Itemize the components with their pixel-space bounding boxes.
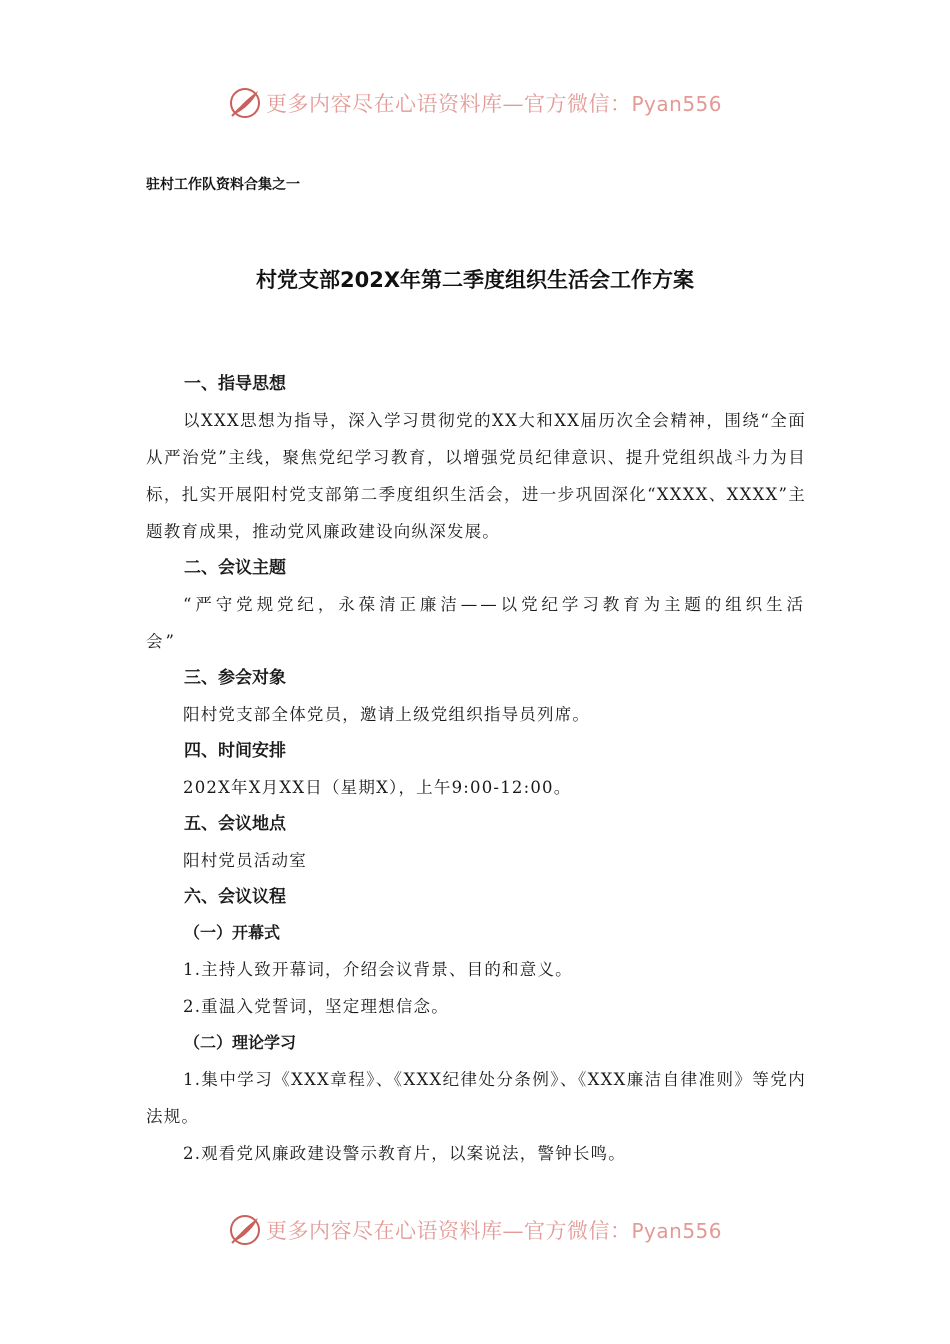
- section-body-theme: “严守党规党纪，永葆清正廉洁——以党纪学习教育为主题的组织生活会”: [146, 595, 806, 651]
- section-heading-theme: 二、会议主题: [184, 558, 286, 578]
- section-heading-guiding: 一、指导思想: [184, 374, 286, 394]
- section-heading-agenda: 六、会议议程: [184, 887, 286, 907]
- list-item: 1.主持人致开幕词，介绍会议背景、目的和意义。: [183, 960, 573, 979]
- quill-logo-icon: [228, 86, 262, 120]
- list-item: 2.观看党风廉政建设警示教育片，以案说法，警钟长鸣。: [183, 1144, 626, 1163]
- watermark-banner-top: [228, 83, 748, 123]
- collection-label: 驻村工作队资料合集之一: [146, 177, 300, 193]
- section-body-schedule: 202X年X月XX日（星期X），上午9:00-12:00。: [183, 778, 572, 797]
- subsection-heading-opening: （一）开幕式: [184, 923, 281, 942]
- subsection-heading-study: （二）理论学习: [184, 1033, 297, 1052]
- document-title: 村党支部202X年第二季度组织生活会工作方案: [255, 268, 695, 292]
- watermark-text: 更多内容尽在心语资料库—官方微信：Pyan556: [266, 1219, 723, 1243]
- list-item: 2.重温入党誓词，坚定理想信念。: [183, 997, 449, 1016]
- watermark-text: 更多内容尽在心语资料库—官方微信：Pyan556: [266, 92, 723, 116]
- section-heading-venue: 五、会议地点: [184, 814, 286, 834]
- section-body-venue: 阳村党员活动室: [183, 851, 307, 870]
- watermark-banner-bottom: [228, 1210, 748, 1250]
- section-heading-attendees: 三、参会对象: [184, 668, 286, 688]
- quill-logo-icon: [228, 1213, 262, 1247]
- document-body: [146, 366, 806, 1172]
- section-heading-schedule: 四、时间安排: [184, 741, 286, 761]
- section-body-guiding: 以XXX思想为指导，深入学习贯彻党的XX大和XX届历次全会精神，围绕“全面从严治党”主线，聚焦党纪学习教育，以增强党员纪律意识、提升党组织战斗力为目标，扎实开展阳村党支部第二季度组织生活会，进一步巩固深化“XXXX、XXXX”主题教育成果，推动党风廉政建设向纵深发展。: [146, 411, 806, 541]
- list-item: 1.集中学习《XXX章程》、《XXX纪律处分条例》、《XXX廉洁自律准则》等党内法规。: [146, 1070, 806, 1126]
- section-body-attendees: 阳村党支部全体党员，邀请上级党组织指导员列席。: [183, 705, 591, 724]
